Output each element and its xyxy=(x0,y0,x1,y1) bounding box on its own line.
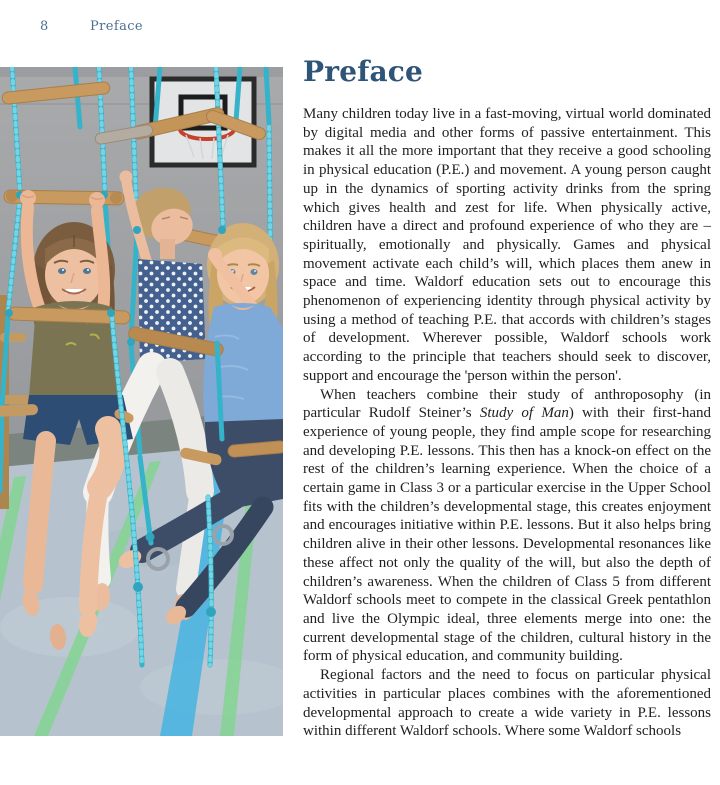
running-header xyxy=(40,19,680,34)
running-title: Preface xyxy=(90,19,143,34)
page-number: 8 xyxy=(40,19,49,34)
book-title-italic: Study of Man xyxy=(479,405,569,422)
paragraph-1: Many children today live in a fast-moving, virtual world dominated by digital media and other forms of passive entertainment. This makes it all the more important that they receive a good schooling in physical education (P.E.) and movement. A young person caught up in the dynamics of sporting activity drinks from the spring which gives health and zest for life. When physically active, children have a direct and profound experience of who they are – spiritually, emotionally and physically. Games and physical movement activate each child’s will, which places them anew in space and time. Waldorf education sets out to encourage this phenomenon of experiencing identity through physical activity by using a method of teaching P.E. that accords with children’s stages of development. Wherever possible, Waldorf schools work according to the principle that teachers should seek to discover, support and encourage the 'person within the person'. xyxy=(303,106,711,384)
article xyxy=(303,56,711,741)
paragraph-2 xyxy=(303,386,711,667)
paragraph-3: Regional factors and the need to focus on particular physical activities in particular places combines with the aforementioned developmental approach to create a wide variety in P.E. lessons within different Waldorf schools. Where some Waldorf schools xyxy=(303,667,711,740)
page-title: Preface xyxy=(303,55,424,88)
photo-children-rope-ladder xyxy=(0,67,283,736)
blue-tshirt xyxy=(203,303,283,427)
gym-photo-illustration xyxy=(0,67,283,736)
paragraph-2-text-after: ) with their first-hand experience of young people, they find ample scope for researching and developing P.E. lessons. This then has a knock-on effect on the rest of the children’s learning experience. When the choice of a certain game in Class 3 or a particular exercise in the Upper School fits with the children’s developmental stage, this creates enjoyment and encourages initiative within P.E. lessons. But it also helps bring children alive in their other lessons. Developmental resonances like these affect not only the quality of the will, but also the depth of children’s awareness. When the children of Class 5 from different Waldorf schools meet to compete in the classical Greek pentathlon and live the Olympic ideal, three elements merge into one: the current developmental stage of the children, cultural history in the form of physical education, and community building. xyxy=(303,405,711,665)
paragraph-2-text: When teachers combine their study of anthroposophy (in particular Rudolf Steiner’s xyxy=(303,386,711,422)
